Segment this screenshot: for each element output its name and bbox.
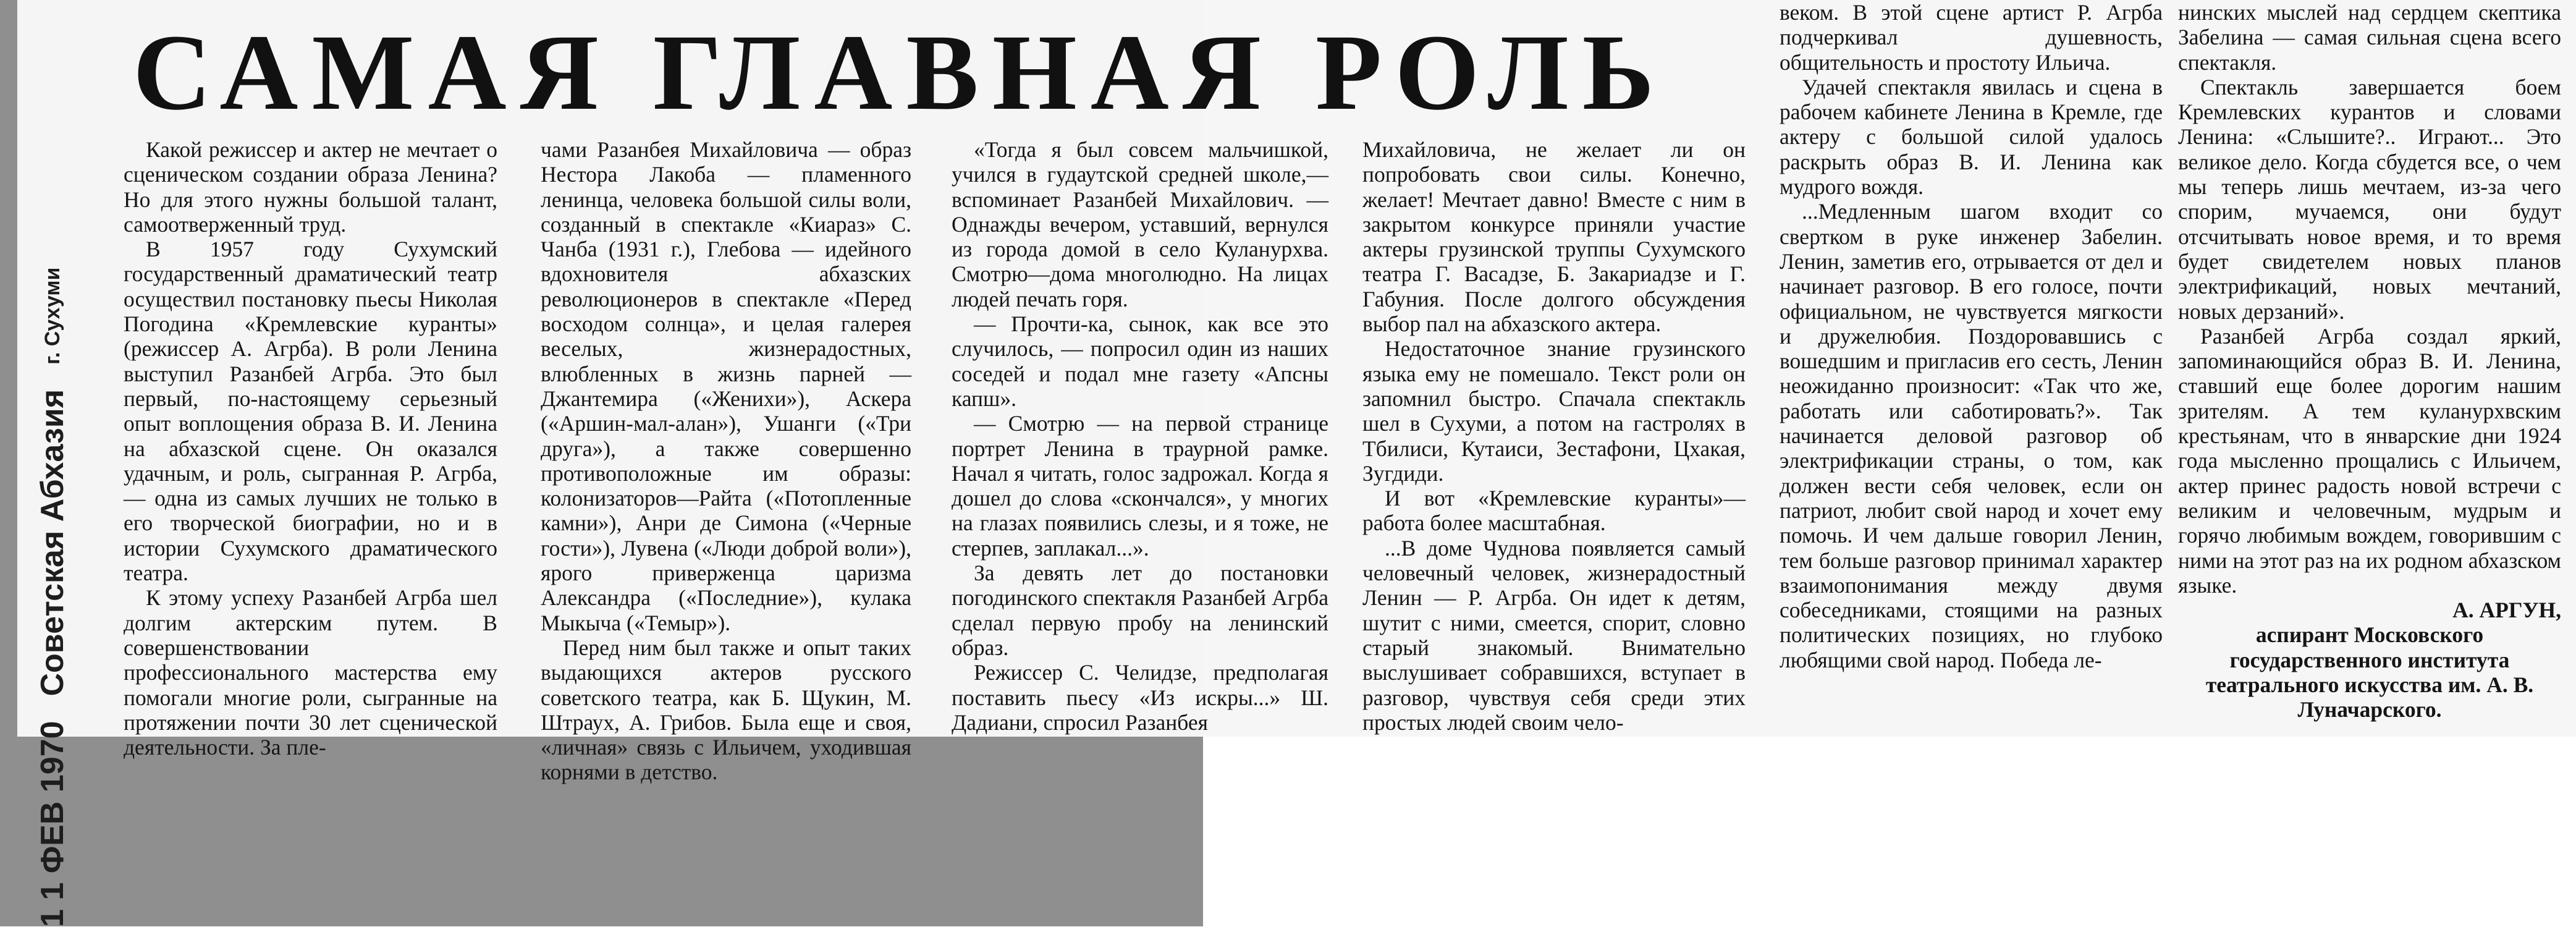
- article-column-3: [952, 137, 1328, 735]
- paragraph: «Тогда я был совсем мальчишкой, учился в гудаутской средней школе,—вспоминает Разанбей Михайлович. — Однажды вечером, уставший, вернулся из города домой в село Куланурхва. Смотрю—дома многолюдно. На лицах людей печать горя.: [952, 137, 1328, 311]
- paragraph: — Смотрю — на первой странице портрет Ленина в траурной рамке. Начал я читать, голос задрожал. Когда я дошел до слова «скончался», у многих на глазах появились слезы, и я тоже, не стерпев, заплакал...».: [952, 411, 1328, 561]
- author-signature: А. АРГУН,: [2452, 598, 2561, 623]
- paragraph: чами Разанбея Михайловича — образ Нестора Лакоба — пламенного ленинца, человека большой силы воли, созданный в спектакле «Киараз» С. Чанба (1931 г.), Глебова — идейного вдохновителя абхазских революционеров в спектакле «Перед восходом солнца», и целая галерея веселых, жизнерадостных, влюбленных в жизнь парней — Джантемира («Женихи»), Аскера («Аршин-мал-алан»), Ушанги («Три друга»), а также совершенно противоположные им образы: колонизаторов—Райта («Потопленные камни»), Анри де Симона («Черные гости»), Лувена («Люди доброй воли»), ярого приверженца царизма Александра («Последние»), кулака Мыкыча («Темыр»).: [541, 137, 911, 635]
- blank-area: [1204, 737, 2576, 926]
- paragraph: Разанбей Агрба создал яркий, запоминающийся образ В. И. Ленина, ставший еще более дорогим нашим зрителям. А тем куланурхвским крестьянам, что в январские дни 1924 года мысленно прощались с Ильичем, актер принес радость новой встречи с великим и человечным, мудрым и горячо любимым вождем, говорившим с ними на этот раз на их родном абхазском языке.: [2178, 323, 2561, 598]
- paragraph: И вот «Кремлевские куранты»— работа более масштабная.: [1362, 486, 1746, 536]
- paragraph: В 1957 году Сухумский государственный драматический театр осуществил постановку пьесы Николая Погодина «Кремлевские куранты» (режиссер А. Агрба). В роли Ленина выступил Разанбей Агрба. Это был первый, по-настоящему серьезный опыт воплощения образа В. И. Ленина на абхазской сцене. Он оказался удачным, и роль, сыгранная Р. Агрба, — одна из самых лучших не только в его творческой биографии, но и в истории Сухумского драматического театра.: [124, 237, 497, 586]
- paragraph: ...В доме Чуднова появляется самый человечный человек, жизнерадостный Ленин — Р. Агрба. Он идет к детям, шутит с ними, смеется, спорит, словно старый знакомый. Внимательно выслушивает собравшихся, вступает в разговор, чувствуя себя среди этих простых людей своим чело-: [1362, 535, 1746, 735]
- stamp-city: г. Сухуми: [40, 267, 64, 365]
- paragraph: Режиссер С. Челидзе, предполагая поставить пьесу «Из искры...» Ш. Дадиани, спросил Разанбея: [952, 660, 1328, 735]
- paragraph: Какой режиссер и актер не мечтает о сценическом создании образа Ленина? Но для этого нужны большой талант, самоотверженный труд.: [124, 137, 497, 237]
- paragraph: Перед ним был также и опыт таких выдающихся актеров русского советского театра, как Б. Щукин, М. Штраух, А. Грибов. Была еще и своя, «личная» связь с Ильичем, уходившая корнями в детство.: [541, 635, 911, 785]
- paragraph: — Прочти-ка, сынок, как все это случилось, — попросил один из наших соседей и подал мне газету «Апсны капш».: [952, 311, 1328, 411]
- article-column-1: [124, 137, 497, 760]
- article-column-2: [541, 137, 911, 785]
- paragraph: Спектакль завершается боем Кремлевских курантов и словами Ленина: «Слышите?.. Играют... Это великое дело. Когда сбудется все, о чем мы теперь лишь мечтаем, из-за чего спорим, мучаемся, они будут отсчитывать новое время, и то время будет свидетелем новых планов электрификаций, новых мечтаний, новых дерзаний».: [2178, 74, 2561, 324]
- stamp-date: 1 1 ФЕВ 1970: [35, 721, 70, 927]
- paragraph: нинских мыслей над сердцем скептика Забелина — самая сильная сцена всего спектакля.: [2178, 0, 2561, 75]
- paragraph: Удачей спектакля явилась и сцена в рабочем кабинете Ленина в Кремле, где актеру с большой силой удалось раскрыть образ В. И. Ленина как мудрого вождя.: [1780, 74, 2163, 200]
- paragraph: За девять лет до постановки погодинского спектакля Разанбей Агрба сделал первую пробу на ленинский образ.: [952, 561, 1328, 660]
- article-title: САМАЯ ГЛАВНАЯ РОЛЬ: [133, 12, 1668, 133]
- paragraph: веком. В этой сцене артист Р. Агрба подчеркивал душевность, общительность и простоту Ильича.: [1780, 0, 2163, 75]
- source-stamp: [25, 185, 80, 927]
- paragraph: Михайловича, не желает ли он попробовать свои силы. Конечно, желает! Мечтает давно! Вместе с ним в закрытом конкурсе приняли участие актеры грузинской труппы Сухумского театра Г. Васадзе, Б. Закариадзе и Г. Габуния. После долгого обсуждения выбор пал на абхазского актера.: [1362, 137, 1746, 337]
- stamp-paper: Советская Абхазия: [35, 389, 70, 696]
- paragraph: ...Медленным шагом входит со свертком в руке инженер Забелин. Ленин, заметив его, отрывается от дел и начинает разговор. В его голосе, почти официальном, не чувствуется мягкости и дружелюбия. Поздоровавшись с вошедшим и пригласив его сесть, Ленин неожиданно произносит: «Так что же, работать или саботировать?». Так начинается деловой разговор об электрификации страны, о том, как должен вести себя человек, если он патриот, любит свой народ и хочет ему помочь. И чем дальше говорил Ленин, тем больше разговор принимал характер взаимопонимания между двумя собеседниками, стоящими на разных политических позициях, но глубоко любящими свой народ. Победа ле-: [1780, 199, 2163, 672]
- author-affiliation: аспирант Московского государственного института театрального искусства им. А. В. Луначарского.: [2205, 622, 2534, 722]
- article-column-4: [1362, 137, 1746, 735]
- paragraph: Недостаточное знание грузинского языка ему не помешало. Текст роли он запомнил быстро. Спачала спектакль шел в Сухуми, а потом на гастролях в Тбилиси, Кутаиси, Зестафони, Цхакая, Зугдиди.: [1362, 336, 1746, 486]
- article-column-6: [2178, 0, 2561, 722]
- article-column-5: [1780, 0, 2163, 672]
- paragraph: К этому успеху Разанбей Агрба шел долгим актерским путем. В совершенствовании профессионального мастерства ему помогали многие роли, сыгранные на протяжении почти 30 лет сценической деятельности. За пле-: [124, 585, 497, 760]
